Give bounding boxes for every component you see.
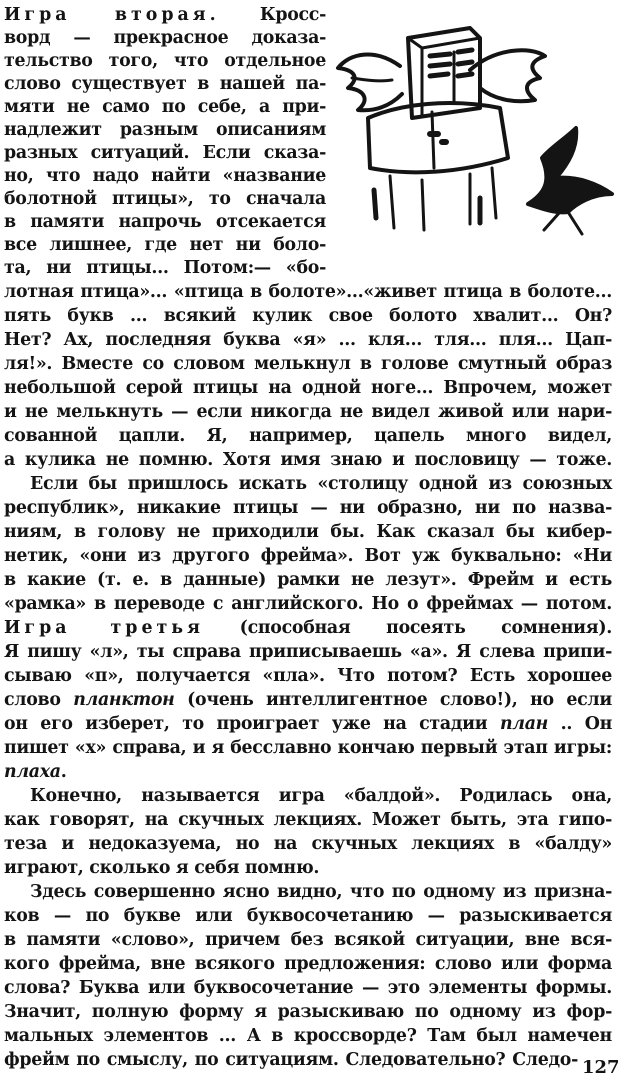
text-fragment: .: [60, 762, 67, 782]
text-line: [4, 689, 612, 711]
text-line: Нет? Ах, последняя буква «я» ... кля... тля... пля... Цап-: [4, 330, 612, 350]
text-line: в памяти напрочь отсекается: [4, 212, 326, 232]
text-line: ля!». Вместе со словом мелькнул в голове смутный образ: [4, 354, 612, 374]
text-line: Я пишу «л», ты справа приписываешь «а». Я слева припи-: [4, 642, 612, 662]
text-line: кого фрейма, вне всякого предложения: слово или форма: [4, 954, 612, 974]
text-line: Если бы пришлось искать «столицу одной из союзных: [30, 474, 612, 494]
text-line: слова? Буква или буквосочетание — это элементы формы.: [4, 978, 612, 998]
text-line: [4, 4, 326, 26]
text-line: Конечно, называется игра «балдой». Родилась она,: [30, 786, 612, 806]
text-line: ниям, в голову не приходили бы. Как сказал бы кибер-: [4, 522, 612, 542]
section-heading-game-three: Игра третья: [4, 618, 204, 638]
text-line: та, ни птицы... Потом:— «бо-: [4, 258, 326, 278]
text-fragment: Кросс-: [219, 5, 326, 25]
page-number: 127: [582, 1057, 620, 1078]
section-heading-game-two: Игра вторая.: [4, 5, 220, 25]
text-line: «рамка» в переводе с английского. Но о фреймах — потом.: [4, 594, 612, 614]
text-line: сываю «п», получается «пла». Что потом? Есть хорошее: [4, 666, 612, 686]
text-line: [4, 713, 612, 735]
text-line: сованной цапли. Я, например, цапель много видел,: [4, 426, 612, 446]
text-line: все лишнее, где нет ни боло-: [4, 235, 326, 255]
text-line: разных ситуаций. Если сказа-: [4, 143, 326, 163]
text-line: [4, 761, 612, 783]
text-line: небольшой серой птицы на одной ноге... Впрочем, может: [4, 378, 612, 398]
text-fragment: он его изберет, то проиграет уже на стадии: [4, 714, 500, 734]
text-line: в какие (т. е. в данные) рамки не лезут». Фрейм и есть: [4, 570, 612, 590]
text-line: Значит, полную форму я разыскиваю по одному из фор-: [4, 1002, 612, 1022]
text-line: надлежит разным описаниям: [4, 120, 326, 140]
text-line: и не мелькнуть — если никогда не видел живой или нари-: [4, 402, 612, 422]
text-fragment: (очень интеллигентное слово!), но если: [174, 690, 612, 710]
text-line: как говорят, на скучных лекциях. Может быть, эта гипо-: [4, 810, 612, 830]
text-line: лотная птица»... «птица в болоте»...«живет птица в болоте...: [4, 282, 612, 302]
text-line: пишет «х» справа, и я бесславно кончаю первый этап игры:: [4, 738, 612, 758]
text-line: в памяти «слово», причем без всякой ситуации, вне вся-: [4, 930, 612, 950]
italic-word: план: [499, 714, 549, 734]
text-line: а кулика не помню. Хотя имя знаю и пословицу — тоже.: [4, 450, 612, 470]
text-line: [4, 617, 612, 639]
text-line: фрейм по смыслу, по ситуациям. Следовательно? Следо-: [4, 1050, 578, 1070]
text-line: болотной птицы», то сначала: [4, 189, 326, 209]
text-fragment: .. Он: [548, 714, 612, 734]
text-line: Здесь совершенно ясно видно, что по одному из призна-: [30, 882, 612, 902]
text-fragment: слово: [4, 690, 74, 710]
text-line: но, что надо найти «название: [4, 166, 326, 186]
text-line: ков — по букве или буквосочетанию — разыскивается: [4, 906, 612, 926]
text-line: пять букв ... всякий кулик свое болото хвалит... Он?: [4, 306, 612, 326]
italic-word: планктон: [73, 690, 175, 710]
italic-word: плаха: [4, 762, 61, 782]
text-line: мальных элементов ... А в кроссворде? Там был намечен: [4, 1026, 612, 1046]
text-line: тельство того, что отдельное: [4, 51, 326, 71]
text-line: республик», никакие птицы — ни образно, ни по назва-: [4, 498, 612, 518]
text-line: играют, сколько я себя помню.: [4, 858, 320, 878]
illustration-winged-cabinet-and-swallow: [330, 8, 618, 270]
text-line: мяти не само по себе, а при-: [4, 97, 326, 117]
text-line: ворд — прекрасное доказа-: [4, 28, 326, 48]
text-line: нетик, «они из другого фрейма». Вот уж буквально: «Ни: [4, 546, 612, 566]
text-line: слово существует в нашей па-: [4, 74, 326, 94]
text-fragment: (способная посеять сомнения).: [203, 618, 612, 638]
text-line: теза и недоказуема, но на скучных лекциях в «балду»: [4, 834, 612, 854]
